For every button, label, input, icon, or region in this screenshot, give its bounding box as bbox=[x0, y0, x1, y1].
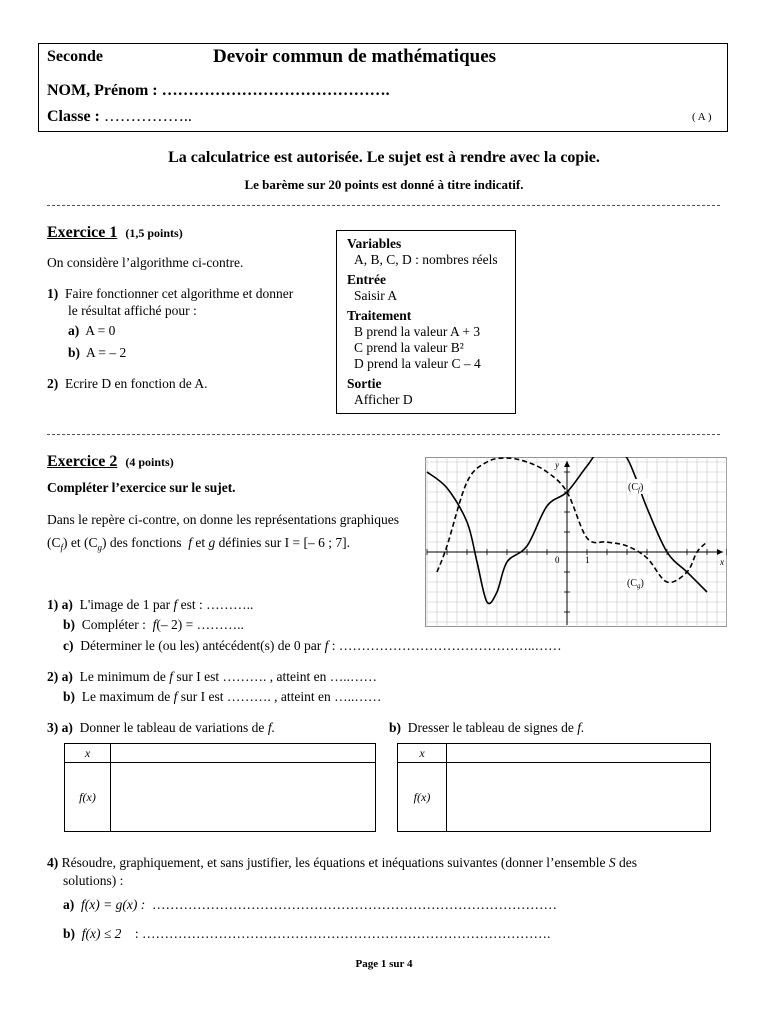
variation-table-fx-cell[interactable] bbox=[111, 763, 376, 832]
class-label: Classe : bbox=[47, 108, 100, 125]
ex2-q1a[interactable]: 1) a) L'image de 1 par f est : ……….. bbox=[47, 597, 254, 612]
ex1-title: Exercice 1 bbox=[47, 224, 118, 241]
algo-variables: A, B, C, D : nombres réels bbox=[354, 252, 498, 267]
ex2-q1c[interactable]: c) Déterminer le (ou les) antécédent(s) de 0 par f : ……………………………………..…… bbox=[63, 638, 562, 653]
ex2-intro-2: $(C_f)$ et $(C_g)$ des fonctions f et g définies sur I = [– 6 ; 7]. bbox=[47, 535, 350, 553]
graph-grid bbox=[425, 457, 727, 627]
ex2-instruction: Compléter l’exercice sur le sujet. bbox=[47, 480, 236, 495]
ex1-points: (1,5 points) bbox=[125, 226, 183, 240]
algo-step-1: B prend la valeur A + 3 bbox=[354, 324, 481, 339]
x-axis-arrow bbox=[717, 549, 723, 555]
algo-input: Saisir A bbox=[354, 288, 398, 303]
sign-table[interactable] bbox=[397, 743, 711, 832]
function-graph bbox=[425, 457, 727, 627]
algorithm-box bbox=[336, 230, 516, 414]
cf-label bbox=[627, 479, 651, 494]
separator-2 bbox=[47, 434, 720, 435]
ex2-q2a[interactable]: 2) a) Le minimum de f sur I est ………. , atteint en …..…… bbox=[47, 669, 377, 684]
ex1-q1a: a) A = 0 bbox=[68, 323, 116, 338]
svg-text:(Cg): $(C_g)$ bbox=[627, 578, 644, 590]
algo-step-3: D prend la valeur C – 4 bbox=[354, 356, 481, 371]
ex2-q4: 4) Résoudre, graphiquement, et sans justifier, les équations et inéquations suivantes (donner l’ensemble S des bbox=[47, 855, 637, 870]
variation-table-x: x bbox=[65, 744, 111, 763]
ex2-title: Exercice 2 bbox=[47, 453, 118, 470]
sign-table-fx: f(x) bbox=[398, 763, 447, 832]
x-axis-label: x bbox=[720, 557, 724, 567]
y-axis-label: y bbox=[555, 460, 559, 470]
sign-table-fx-cell[interactable] bbox=[447, 763, 711, 832]
unit-label: 1 bbox=[585, 555, 590, 565]
algo-output-heading: Sortie bbox=[347, 376, 382, 391]
ex1-q2: 2) Ecrire D en fonction de A. bbox=[47, 376, 208, 391]
ex2-q4b[interactable]: b) f(x) ≤ 2 : ………………………………………………………………………………. bbox=[63, 926, 551, 941]
variation-table-x-cell[interactable] bbox=[111, 744, 376, 763]
instruction-main: La calculatrice est autorisée. Le sujet est à rendre avec la copie. bbox=[168, 149, 600, 166]
class-dots: …………….. bbox=[103, 108, 192, 125]
ex2-q3a: 3) a) Donner le tableau de variations de f. bbox=[47, 720, 275, 735]
page-number: Page 1 sur 4 bbox=[355, 958, 413, 970]
cg-label bbox=[626, 575, 650, 590]
algo-output: Afficher D bbox=[354, 392, 413, 407]
sign-table-x-cell[interactable] bbox=[447, 744, 711, 763]
name-line[interactable]: NOM, Prénom : ……………………………………. bbox=[47, 82, 390, 99]
separator-1 bbox=[47, 205, 720, 206]
ex2-q3b: b) Dresser le tableau de signes de f. bbox=[389, 720, 585, 735]
ex1-q1-cont: le résultat affiché pour : bbox=[68, 303, 197, 318]
variation-table[interactable] bbox=[64, 743, 376, 832]
class-line[interactable] bbox=[47, 108, 192, 126]
sign-table-x: x bbox=[398, 744, 447, 763]
ex2-q4a[interactable]: a) f(x) = g(x) : ……………………………………………………………………………… bbox=[63, 897, 557, 912]
svg-text:(Cf): $(C_f)$ bbox=[628, 482, 644, 494]
algo-input-heading: Entrée bbox=[347, 272, 386, 287]
subject-code: ( A ) bbox=[692, 111, 712, 123]
ex1-q1b: b) A = – 2 bbox=[68, 345, 127, 360]
ex2-points: (4 points) bbox=[125, 455, 174, 469]
algo-process-heading: Traitement bbox=[347, 308, 412, 323]
ex1-heading bbox=[47, 224, 183, 242]
ex1-q1: 1) Faire fonctionner cet algorithme et donner bbox=[47, 286, 294, 301]
instruction-grading: Le barème sur 20 points est donné à titre indicatif. bbox=[244, 177, 524, 192]
ex2-intro-1: Dans le repère ci-contre, on donne les représentations graphiques bbox=[47, 512, 399, 527]
ex2-q1b[interactable]: b) Compléter : f(– 2) = ……….. bbox=[63, 617, 244, 632]
ex1-intro: On considère l’algorithme ci-contre. bbox=[47, 255, 244, 270]
algo-variables-heading: Variables bbox=[347, 236, 402, 251]
level-label: Seconde bbox=[47, 48, 103, 65]
page-title: Devoir commun de mathématiques bbox=[213, 46, 497, 67]
ex2-q2b[interactable]: b) Le maximum de f sur I est ………. , atteint en …..…… bbox=[63, 689, 382, 704]
variation-table-fx: f(x) bbox=[65, 763, 111, 832]
origin-label: 0 bbox=[555, 555, 560, 565]
ex2-heading bbox=[47, 453, 174, 471]
algo-step-2: C prend la valeur B² bbox=[354, 340, 464, 355]
ex2-q4-cont: solutions) : bbox=[63, 873, 124, 888]
